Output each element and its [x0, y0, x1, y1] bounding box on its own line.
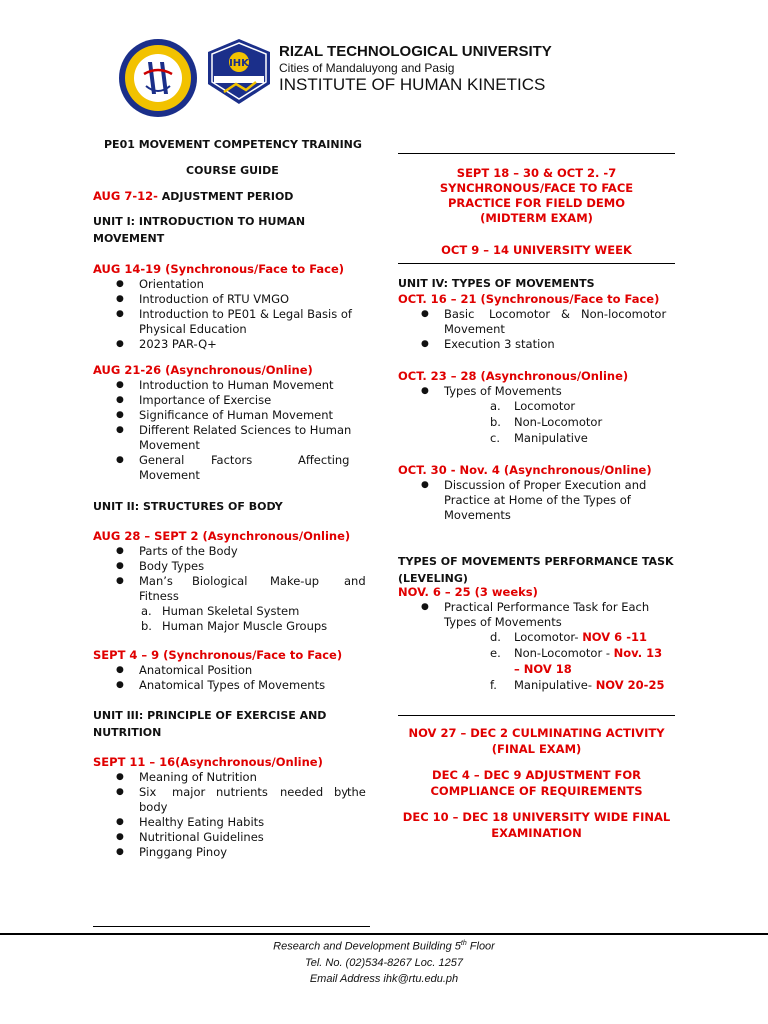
sub-item-label: Locomotor- — [514, 630, 579, 644]
list-word: needed — [280, 785, 324, 799]
ihk-logo — [206, 38, 272, 104]
list-item: Healthy Eating Habits — [139, 815, 265, 829]
list-item: Body Types — [139, 559, 205, 573]
university-cities: Cities of Mandaluyong and Pasig — [279, 61, 455, 75]
adjustment-line: DEC 4 – DEC 9 ADJUSTMENT FOR — [432, 768, 641, 782]
sub-item-date-cont: – NOV 18 — [514, 662, 572, 676]
oct16-heading: OCT. 16 – 21 (Synchronous/Face to Face) — [398, 292, 660, 306]
sub-item-date: Nov. 13 — [613, 646, 663, 660]
oct23-list: ● Types of Movements a. Locomotor b. Non-Locomotor c. Manipulative — [421, 384, 603, 445]
final-exam-line: DEC 10 – DEC 18 UNIVERSITY WIDE FINAL — [402, 810, 671, 824]
list-item: Meaning of Nutrition — [139, 770, 257, 784]
list-word: nutrients — [216, 785, 268, 799]
list-word: Factors — [211, 453, 253, 467]
sub-item — [514, 678, 664, 693]
performance-task-heading — [398, 553, 674, 587]
sept18-line: SEPT 18 – 30 & OCT 2. -7 — [456, 166, 617, 180]
sub-item: Non-Locomotor — [514, 415, 603, 429]
list-item-cont: body — [139, 800, 168, 814]
adjustment-line: COMPLIANCE OF REQUIREMENTS — [430, 784, 643, 798]
list-word: General — [139, 453, 185, 467]
sept11-list: ● Meaning of Nutrition ● Six major nutrients needed by the body ● Healthy Eating Habits ● Nutritional Guidelines ● Pinggang Pinoy — [116, 770, 366, 859]
oct30-heading: OCT. 30 - Nov. 4 (Asynchronous/Online) — [398, 463, 652, 477]
list-item-cont: Practice at Home of the Types of — [444, 493, 631, 507]
list-word: and — [344, 574, 366, 588]
list-word: Basic — [444, 307, 475, 321]
institute-name: INSTITUTE OF HUMAN KINETICS — [279, 75, 546, 94]
adjustment-date: AUG 7-12- — [93, 189, 158, 203]
list-word: Affecting — [298, 453, 350, 467]
nov6-heading: NOV. 6 – 25 (3 weeks) — [398, 585, 538, 599]
sept11-heading: SEPT 11 – 16(Asynchronous/Online) — [93, 755, 323, 769]
list-item: Anatomical Types of Movements — [139, 678, 326, 692]
aug28-list: ● Parts of the Body ● Body Types ● Man’s Biological Make-up and Fitness a. Human Skeletal System b. Human Major Muscle Groups — [116, 544, 366, 633]
sub-marker: b. — [141, 619, 152, 633]
divider-mid-right — [398, 263, 675, 264]
oct16-list: ● Basic Locomotor & Non-locomotor Movement ● Execution 3 station — [421, 307, 667, 351]
sub-item-date: NOV 20-25 — [595, 678, 665, 692]
sub-item: Locomotor — [514, 399, 576, 413]
footer-tel: Tel. No. (02)534-8267 Loc. 1257 — [305, 956, 463, 969]
list-item: 2023 PAR-Q+ — [139, 337, 217, 351]
sub-item-date: NOV 6 -11 — [582, 630, 647, 644]
list-item: Importance of Exercise — [139, 393, 272, 407]
aug14-heading: AUG 14-19 (Synchronous/Face to Face) — [93, 262, 345, 276]
list-word: & — [561, 307, 570, 321]
culminating-line: NOV 27 – DEC 2 CULMINATING ACTIVITY — [408, 726, 665, 740]
aug28-heading: AUG 28 – SEPT 2 (Asynchronous/Online) — [93, 529, 351, 543]
footer-building-text: Research and Development Building 5 — [273, 940, 461, 953]
list-word: Biological — [192, 574, 248, 588]
sept18-line: PRACTICE FOR FIELD DEMO — [447, 196, 626, 210]
list-item-cont: Movements — [444, 508, 511, 522]
sub-marker: a. — [490, 399, 501, 413]
list-item: Introduction to PE01 & Legal Basis of — [139, 307, 352, 321]
list-word: Six — [139, 785, 157, 799]
list-item-cont: Movement — [139, 438, 200, 452]
performance-task-line: TYPES OF MOVEMENTS PERFORMANCE TASK — [398, 555, 674, 568]
sub-item-label: Non-Locomotor - — [514, 646, 610, 660]
list-item: Different Related Sciences to Human — [139, 423, 352, 437]
footer-short-rule — [93, 926, 370, 927]
unit4-heading: UNIT IV: TYPES OF MOVEMENTS — [398, 277, 595, 290]
footer-address — [0, 936, 768, 987]
footer-email: Email Address ihk@rtu.edu.ph — [309, 972, 459, 985]
list-item-cont: Types of Movements — [444, 615, 562, 629]
sept18-line: (MIDTERM EXAM) — [480, 211, 593, 225]
sept4-heading: SEPT 4 – 9 (Synchronous/Face to Face) — [93, 648, 343, 662]
list-word: Make-up — [270, 574, 320, 588]
list-word: Locomotor — [489, 307, 551, 321]
list-word: Man’s — [139, 574, 173, 588]
adjustment-label: ADJUSTMENT PERIOD — [157, 190, 294, 203]
sub-item-label: Manipulative- — [514, 678, 593, 692]
list-item: Significance of Human Movement — [139, 408, 334, 422]
sub-marker: d. — [490, 630, 501, 644]
list-item-cont: Movement — [139, 468, 200, 482]
university-name: RIZAL TECHNOLOGICAL UNIVERSITY — [279, 43, 552, 60]
course-title: PE01 MOVEMENT COMPETENCY TRAINING — [104, 138, 362, 151]
oct23-heading: OCT. 23 – 28 (Asynchronous/Online) — [398, 369, 629, 383]
aug21-heading: AUG 21-26 (Asynchronous/Online) — [93, 363, 313, 377]
unit2-heading: UNIT II: STRUCTURES OF BODY — [93, 500, 283, 513]
culminating-activity — [398, 725, 675, 757]
list-item: Practical Performance Task for Each — [444, 600, 650, 614]
list-item: Pinggang Pinoy — [139, 845, 228, 859]
footer-rule — [0, 933, 768, 935]
list-item: Parts of the Body — [139, 544, 238, 558]
final-exam-line: EXAMINATION — [491, 826, 582, 840]
sub-item: Human Skeletal System — [162, 604, 300, 618]
culminating-line: (FINAL EXAM) — [491, 742, 582, 756]
list-word: Non-locomotor — [581, 307, 667, 321]
list-word: by — [334, 785, 349, 799]
university-week: OCT 9 – 14 UNIVERSITY WEEK — [441, 243, 632, 257]
divider-lower-right — [398, 715, 675, 716]
list-item-cont: Fitness — [139, 589, 179, 603]
sub-item: Manipulative — [514, 431, 588, 445]
unit1-heading: UNIT I: INTRODUCTION TO HUMAN MOVEMENT — [93, 215, 306, 245]
list-item: Discussion of Proper Execution and — [444, 478, 647, 492]
list-word: the — [347, 785, 366, 799]
list-item-cont: Movement — [444, 322, 505, 336]
ihk-logo-text: IHK — [229, 58, 249, 69]
sub-marker: b. — [490, 415, 501, 429]
sub-marker: a. — [141, 604, 152, 618]
final-examination — [398, 809, 675, 841]
divider-top-right — [398, 153, 675, 154]
list-word: major — [172, 785, 206, 799]
footer-building-floor: Floor — [466, 940, 495, 953]
performance-task-line: (LEVELING) — [398, 572, 468, 585]
nov6-list: ● Practical Performance Task for Each Types of Movements d. Locomotor- NOV 6 -11 e. Non-Locomotor - Nov. 13 – NOV 18 f. Manipulative- NOV 20-25 — [421, 600, 665, 692]
sept18-block — [398, 166, 675, 226]
sub-item — [514, 630, 647, 645]
list-item: Introduction to Human Movement — [139, 378, 334, 392]
footer-building-sup: th — [460, 940, 467, 947]
adjustment-compliance — [398, 767, 675, 799]
sub-item: Human Major Muscle Groups — [162, 619, 328, 633]
adjustment-period — [93, 189, 293, 204]
list-item: Introduction of RTU VMGO — [139, 292, 290, 306]
list-item: Anatomical Position — [139, 663, 253, 677]
oct30-list: ● Discussion of Proper Execution and Practice at Home of the Types of Movements — [421, 478, 647, 522]
course-subtitle: COURSE GUIDE — [186, 164, 279, 177]
rtu-logo — [118, 38, 198, 118]
list-item: Execution 3 station — [444, 337, 555, 351]
sub-marker: c. — [490, 431, 500, 445]
footer-building — [0, 936, 768, 955]
aug21-list: ● Introduction to Human Movement ● Importance of Exercise ● Significance of Human Movement ● Different Related Sciences to Human Movement ● General Factors Affecting Movement — [116, 378, 352, 482]
list-item-cont: Physical Education — [139, 322, 247, 336]
sub-marker: e. — [490, 646, 501, 660]
list-item: Types of Movements — [444, 384, 562, 398]
aug14-list: ● Orientation ● Introduction of RTU VMGO ● Introduction to PE01 & Legal Basis of Physical Education ● 2023 PAR-Q+ — [116, 277, 352, 351]
sub-marker: f. — [490, 678, 497, 692]
unit3-heading: UNIT III: PRINCIPLE OF EXERCISE AND NUTRITION — [93, 709, 327, 739]
list-item: Orientation — [139, 277, 204, 291]
list-item: Nutritional Guidelines — [139, 830, 264, 844]
sub-item — [514, 646, 662, 661]
sept18-line: SYNCHRONOUS/FACE TO FACE — [439, 181, 634, 195]
sept4-list: ● Anatomical Position ● Anatomical Types of Movements — [116, 663, 326, 692]
